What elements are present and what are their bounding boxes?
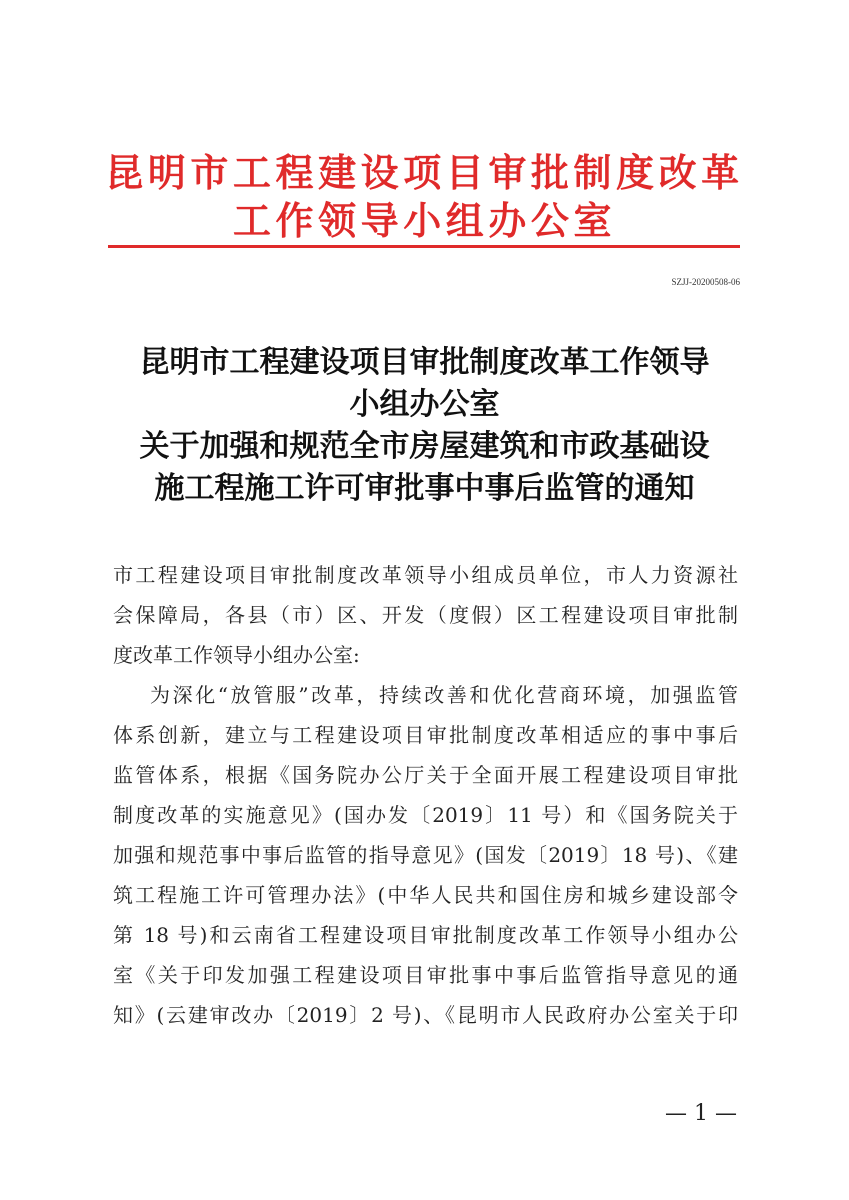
body-line-2: 会保障局，各县（市）区、开发（度假）区工程建设项目审批制 [113, 603, 738, 627]
title-line-1: 昆明市工程建设项目审批制度改革工作领导 [139, 345, 710, 380]
body-line-10: 第 18 号)和云南省工程建设项目审批制度改革工作领导小组办公 [113, 923, 738, 947]
body-line-3: 度改革工作领导小组办公室: [113, 643, 360, 667]
masthead-line-2: 工作领导小组办公室 [232, 198, 617, 243]
document-number: SZJJ-20200508-06 [671, 277, 740, 287]
body-line-9: 筑工程施工许可管理办法》(中华人民共和国住房和城乡建设部令 [113, 883, 738, 907]
body-line-6: 监管体系，根据《国务院办公厅关于全面开展工程建设项目审批 [113, 763, 738, 787]
body-line-5: 体系创新，建立与工程建设项目审批制度改革相适应的事中事后 [113, 723, 738, 747]
masthead-red-rule [108, 245, 740, 248]
body-line-12: 知》(云建审改办〔2019〕2 号)、《昆明市人民政府办公室关于印 [113, 1003, 738, 1027]
body-line-1: 市工程建设项目审批制度改革领导小组成员单位，市人力资源社 [113, 563, 738, 587]
body-line-8: 加强和规范事中事后监管的指导意见》(国发〔2019〕18 号)、《建 [113, 843, 738, 867]
body-line-7: 制度改革的实施意见》(国办发〔2019〕11 号）和《国务院关于 [113, 803, 738, 827]
title-line-3: 关于加强和规范全市房屋建筑和市政基础设 [139, 429, 710, 464]
body-line-11: 室《关于印发加强工程建设项目审批事中事后监管指导意见的通 [113, 963, 738, 987]
masthead-line-1: 昆明市工程建设项目审批制度改革 [105, 150, 744, 195]
title-line-4: 施工程施工许可审批事中事后监管的通知 [154, 471, 695, 506]
title-line-2: 小组办公室 [349, 387, 500, 422]
body-line-4: 为深化“放管服”改革，持续改善和优化营商环境，加强监管 [150, 683, 738, 707]
page-number: — 1 — [665, 1101, 737, 1126]
